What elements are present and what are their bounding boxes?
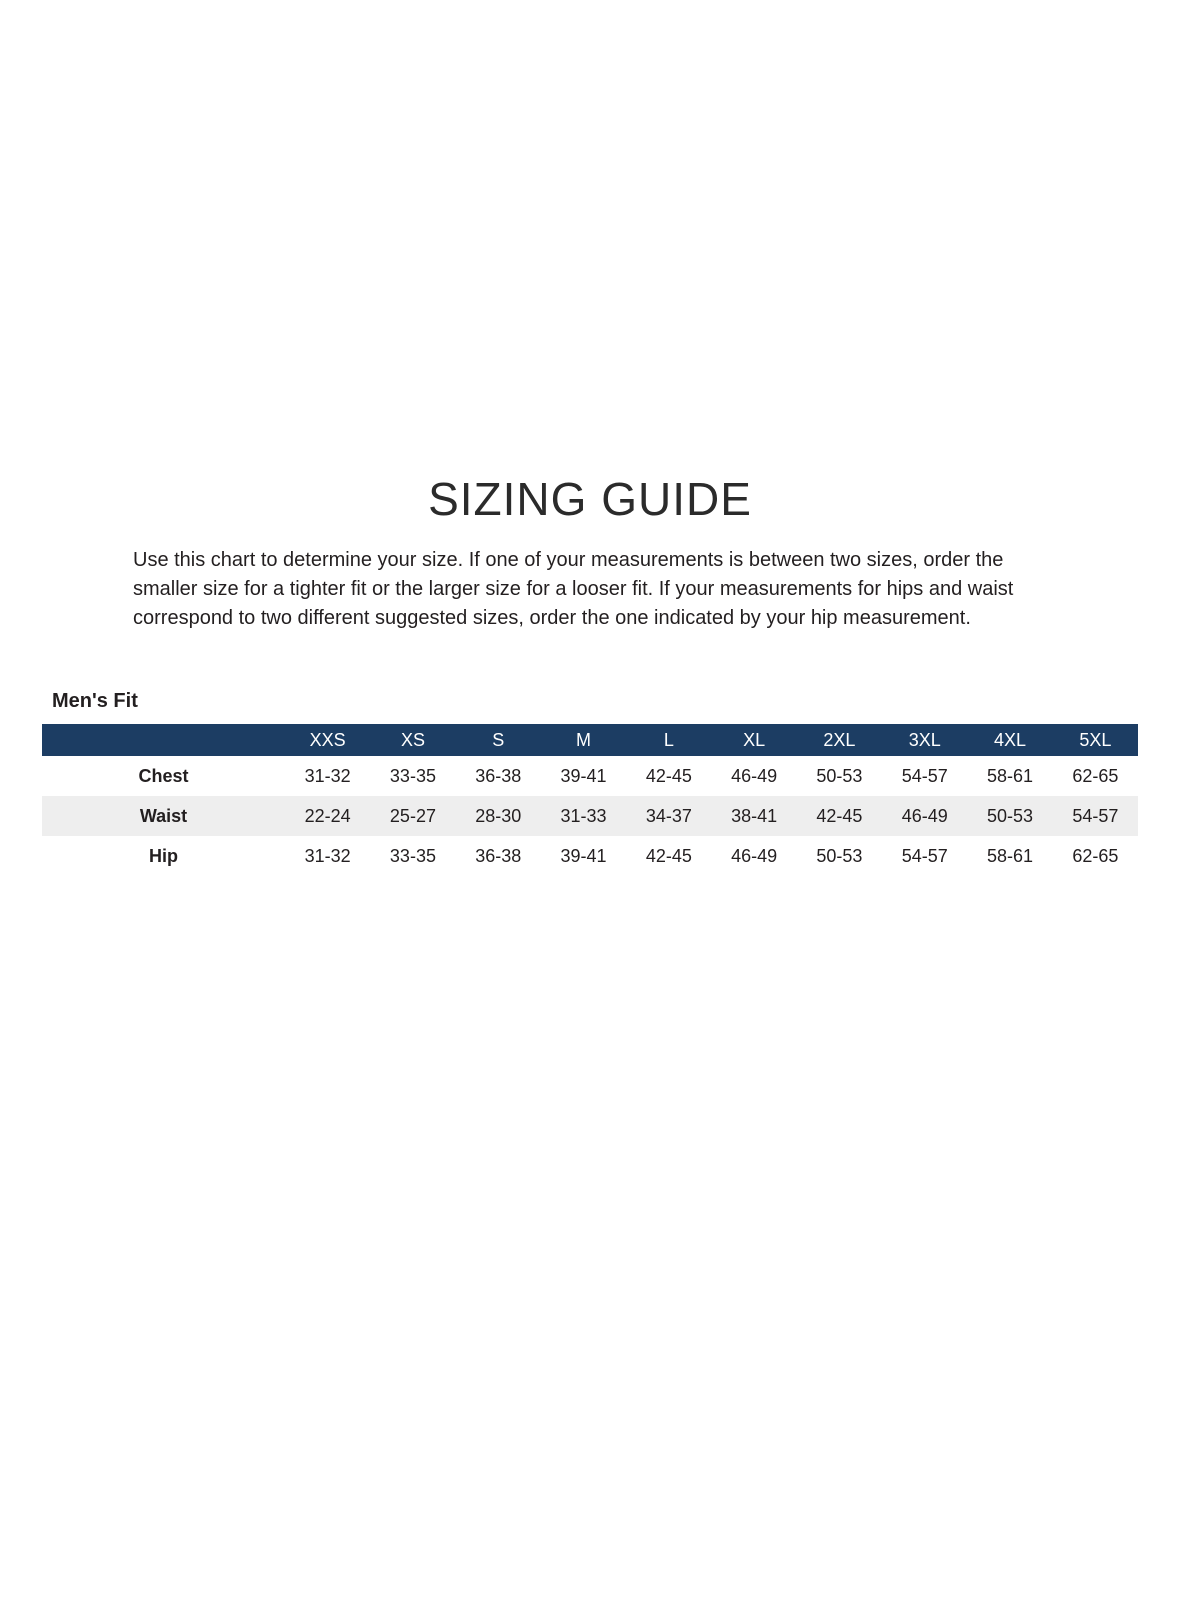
- size-column-header: XL: [711, 724, 796, 756]
- size-value-cell: 46-49: [731, 845, 778, 866]
- size-value-cell: 33-35: [389, 765, 436, 786]
- size-value-cell: 42-45: [645, 765, 692, 786]
- size-value-cell: 46-49: [901, 805, 948, 826]
- measurement-label: Waist: [139, 805, 188, 826]
- page-title: SIZING GUIDE: [428, 473, 752, 525]
- size-value-cell: 39-41: [560, 765, 607, 786]
- size-value-cell: 42-45: [816, 805, 863, 826]
- intro-paragraph: Use this chart to determine your size. If one of your measurements is between two sizes, order the smaller size for a tighter fit or the larger size for a looser fit. If your measurements for hips and waist correspond to two different suggested sizes, order the one indicated by your hip measurement.: [133, 549, 1014, 629]
- size-value-cell: 58-61: [987, 765, 1034, 786]
- size-value-cell: 58-61: [987, 845, 1034, 866]
- size-value-cell: 62-65: [1072, 845, 1119, 866]
- measurement-row: [42, 836, 1138, 876]
- size-value-cell: 39-41: [560, 845, 607, 866]
- size-value-cell: 22-24: [304, 805, 351, 826]
- size-value-cell: 42-45: [645, 845, 692, 866]
- measurement-label: Hip: [149, 845, 178, 866]
- size-value-cell: 36-38: [475, 765, 522, 786]
- size-column-header: 2XL: [797, 724, 882, 756]
- size-value-cell: 34-37: [645, 805, 692, 826]
- size-value-cell: 31-32: [304, 845, 351, 866]
- size-column-header: L: [626, 724, 711, 756]
- size-value-cell: 36-38: [475, 845, 522, 866]
- measurement-row: [42, 796, 1138, 836]
- size-column-header: 3XL: [882, 724, 967, 756]
- size-column-header: XXS: [285, 724, 370, 756]
- sizing-table-body: [42, 756, 1138, 876]
- size-column-header: 4XL: [967, 724, 1052, 756]
- size-value-cell: 50-53: [987, 805, 1034, 826]
- size-value-cell: 28-30: [475, 805, 522, 826]
- section-label-mens-fit: Men's Fit: [52, 690, 138, 712]
- size-value-cell: 38-41: [731, 805, 778, 826]
- size-value-cell: 31-32: [304, 765, 351, 786]
- size-value-cell: 54-57: [901, 845, 948, 866]
- measurement-label: Chest: [138, 765, 189, 786]
- sizing-table: [42, 724, 1138, 876]
- measurement-row: [42, 756, 1138, 796]
- size-value-cell: 25-27: [389, 805, 436, 826]
- size-value-cell: 54-57: [901, 765, 948, 786]
- size-value-cell: 50-53: [816, 765, 863, 786]
- size-value-cell: 33-35: [389, 845, 436, 866]
- size-column-header: XS: [370, 724, 455, 756]
- size-header-row: [42, 724, 1138, 756]
- size-column-header: M: [541, 724, 626, 756]
- size-value-cell: 62-65: [1072, 765, 1119, 786]
- size-column-header: 5XL: [1053, 724, 1138, 756]
- corner-cell: [42, 724, 285, 756]
- size-value-cell: 31-33: [560, 805, 607, 826]
- size-column-header: S: [456, 724, 541, 756]
- size-value-cell: 46-49: [731, 765, 778, 786]
- size-value-cell: 50-53: [816, 845, 863, 866]
- size-value-cell: 54-57: [1072, 805, 1119, 826]
